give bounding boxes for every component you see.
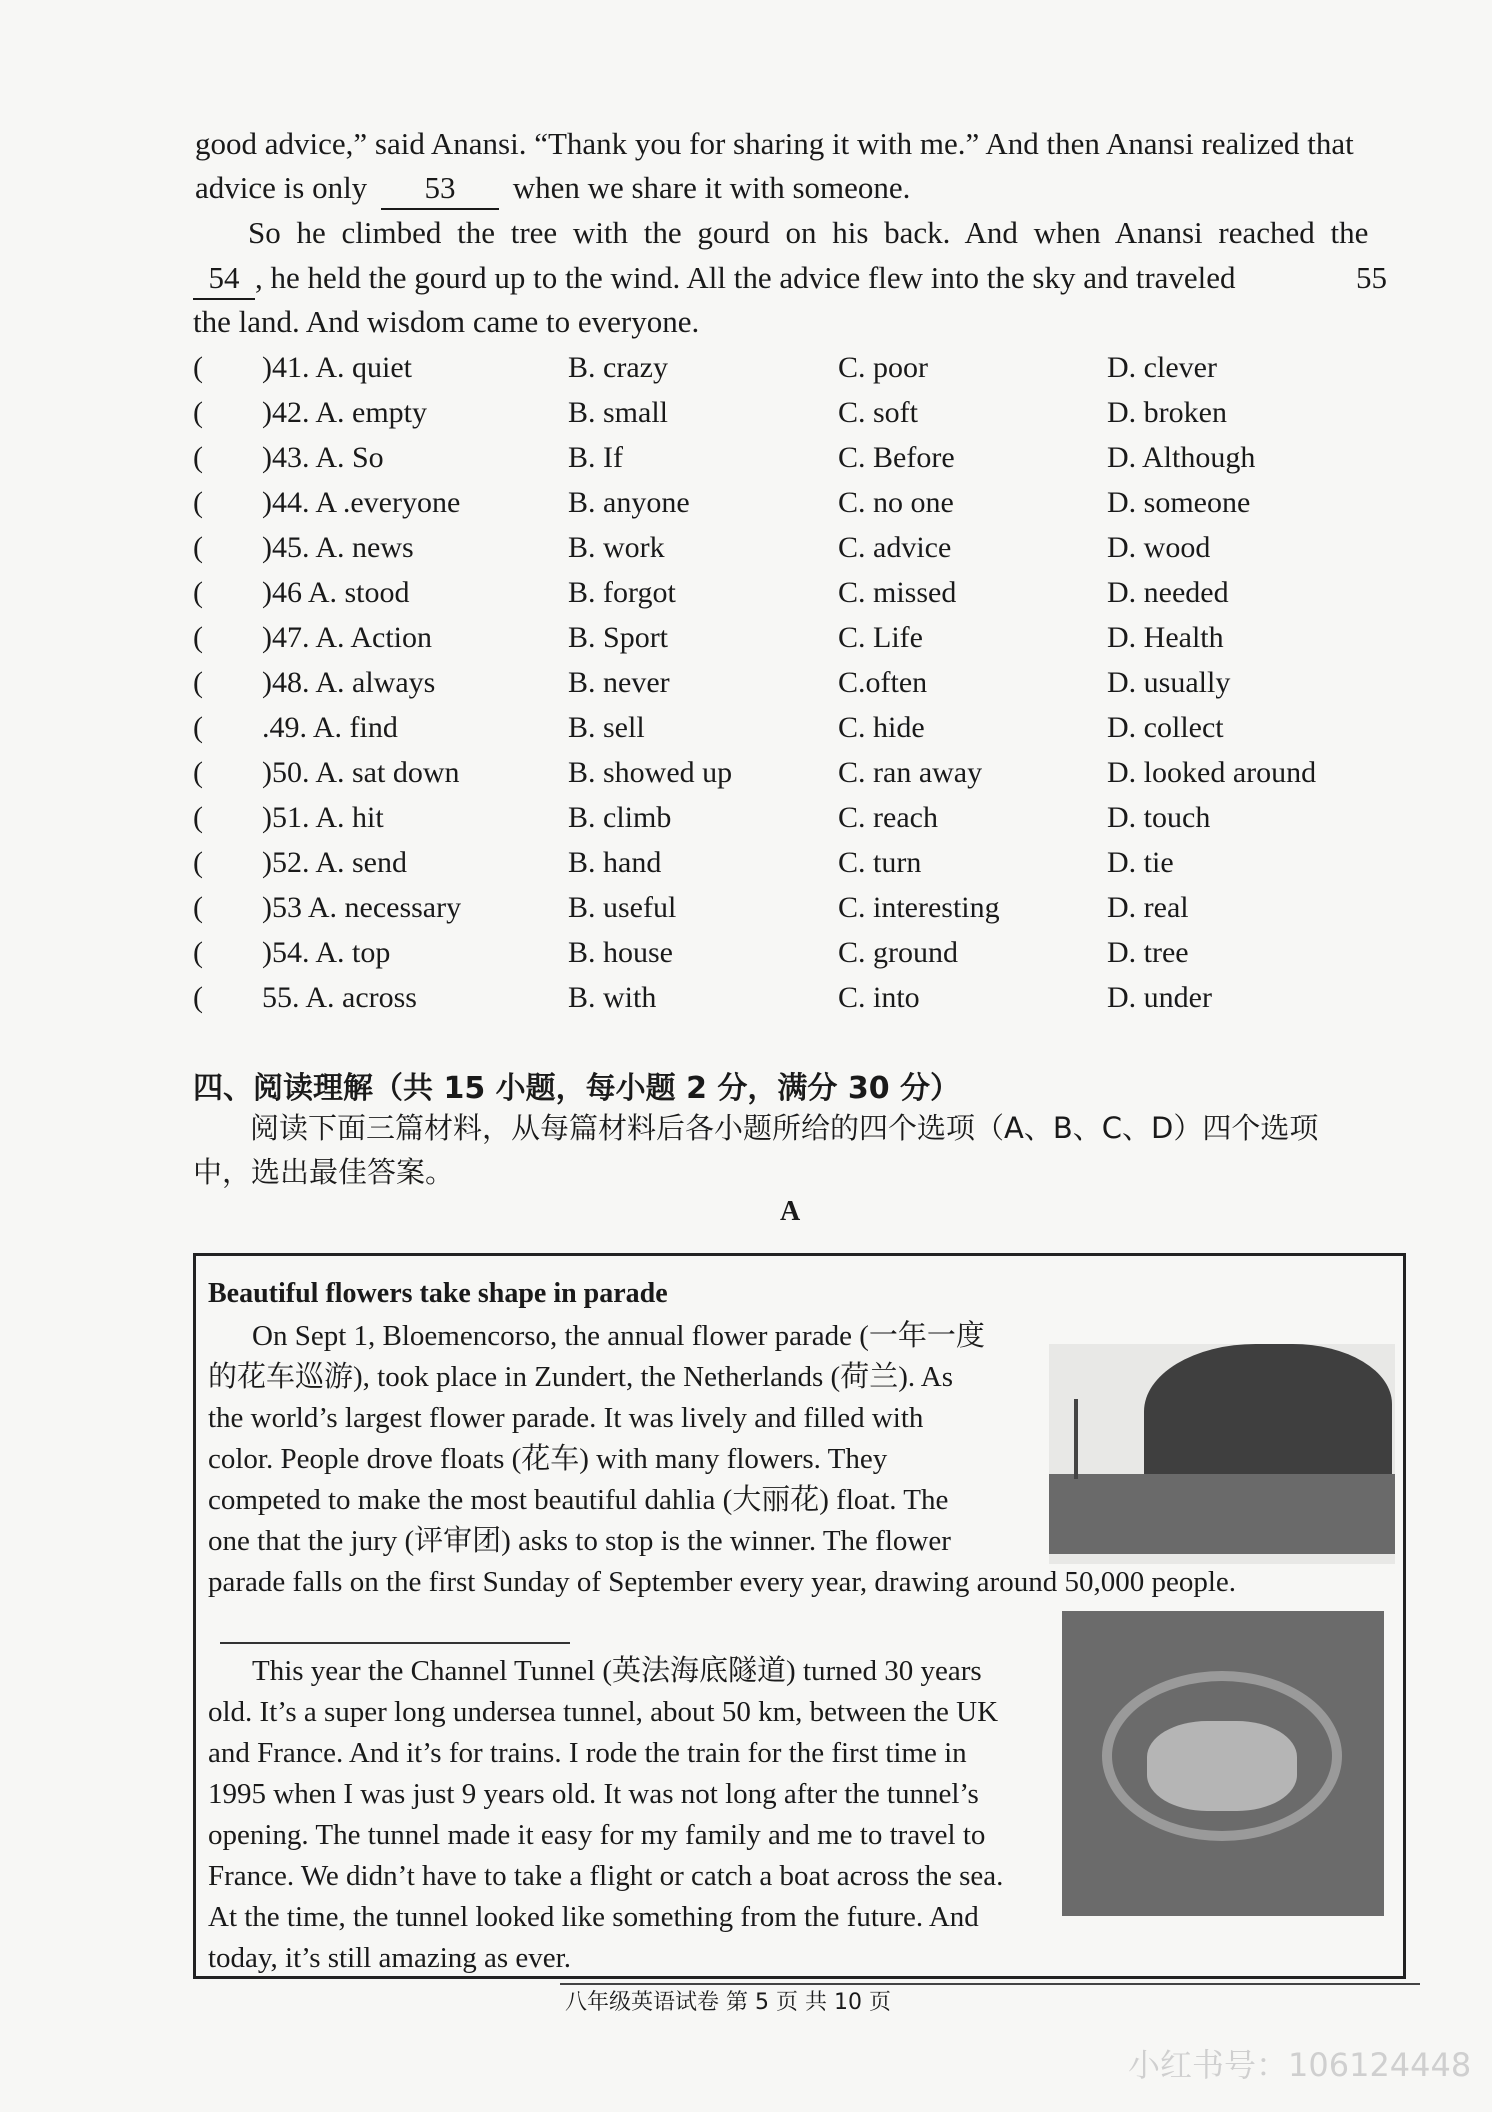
option-b: B. forgot [568,576,676,609]
article2-line: France. We didn’t have to take a flight or catch a boat across the sea. [208,1860,1004,1892]
answer-bracket: ( [193,351,203,384]
option-c: C. Life [838,621,923,654]
page-footer: 八年级英语试卷 第 5 页 共 10 页 [565,1990,891,2015]
answer-bracket: ( [193,756,203,789]
passage-line-4 [193,258,1236,300]
option-a: )46 A. stood [262,576,410,609]
answer-bracket: ( [193,621,203,654]
channel-tunnel-photo [1062,1611,1384,1916]
option-d: D. broken [1107,396,1227,429]
article1-line: competed to make the most beautiful dahlia (大丽花) float. The [208,1484,949,1516]
option-a: .49. A. find [262,711,398,744]
option-d: D. Although [1107,441,1256,474]
option-a: )44. A .everyone [262,486,461,519]
option-c: C. soft [838,396,919,429]
option-d: D. real [1107,891,1189,924]
answer-bracket: ( [193,396,203,429]
article1-line: 的花车巡游), took place in Zundert, the Netherlands (荷兰). As [208,1361,953,1393]
section-title: 四、阅读理解（共 15 小题，每小题 2 分，满分 30 分） [193,1071,961,1106]
article2-line: At the time, the tunnel looked like something from the future. And [208,1901,979,1933]
blank-55: 55 [1356,260,1387,295]
blank-53: 53 [381,168,499,210]
option-d: D. tree [1107,936,1189,969]
option-a: )42. A. empty [262,396,427,429]
divider [220,1642,570,1644]
passage-text: advice is only [195,170,368,205]
part-label: A [780,1196,801,1227]
answer-bracket: ( [193,801,203,834]
article2-line: opening. The tunnel made it easy for my family and me to travel to [208,1819,986,1851]
option-a: )51. A. hit [262,801,384,834]
option-c: C. hide [838,711,925,744]
reading-box [193,1253,1406,1979]
option-d: D. clever [1107,351,1217,384]
option-a: )54. A. top [262,936,391,969]
option-d: D. collect [1107,711,1224,744]
option-a: )41. A. quiet [262,351,412,384]
option-a: )53 A. necessary [262,891,462,924]
option-a: )47. A. Action [262,621,432,654]
option-a: )48. A. always [262,666,436,699]
option-a: 55. A. across [262,981,417,1014]
option-d: D. wood [1107,531,1211,564]
option-c: C. ground [838,936,958,969]
option-c: C. poor [838,351,928,384]
option-d: D. someone [1107,486,1251,519]
option-d: D. looked around [1107,756,1317,789]
option-b: B. If [568,441,623,474]
option-c: C. reach [838,801,938,834]
option-a: )50. A. sat down [262,756,460,789]
article2-line: This year the Channel Tunnel (英法海底隧道) turned 30 years [252,1655,982,1687]
answer-bracket: ( [193,711,203,744]
flower-parade-photo [1049,1344,1395,1564]
article1-line: parade falls on the first Sunday of September every year, drawing around 50,000 people. [208,1566,1237,1598]
answer-bracket: ( [193,846,203,879]
option-c: C. into [838,981,920,1014]
article1-line: On Sept 1, Bloemencorso, the annual flower parade (一年一度 [252,1320,985,1352]
option-b: B. useful [568,891,677,924]
article1-line: color. People drove floats (花车) with many flowers. They [208,1443,888,1475]
article2-line: and France. And it’s for trains. I rode the train for the first time in [208,1737,967,1769]
answer-bracket: ( [193,666,203,699]
option-b: B. climb [568,801,672,834]
option-b: B. with [568,981,657,1014]
article1-line: the world’s largest flower parade. It was lively and filled with [208,1402,924,1434]
article2-line: 1995 when I was just 9 years old. It was not long after the tunnel’s [208,1778,979,1810]
option-b: B. anyone [568,486,690,519]
option-c: C. turn [838,846,922,879]
answer-bracket: ( [193,936,203,969]
article1-line: one that the jury (评审团) asks to stop is the winner. The flower [208,1525,951,1557]
passage-text: when we share it with someone. [512,170,911,205]
option-b: B. crazy [568,351,668,384]
watermark: 小红书号：106124448 [1128,2046,1472,2084]
answer-bracket: ( [193,441,203,474]
option-d: D. touch [1107,801,1211,834]
option-a: )52. A. send [262,846,407,879]
option-b: B. work [568,531,665,564]
option-c: C. missed [838,576,957,609]
option-c: C. Before [838,441,955,474]
option-d: D. Health [1107,621,1224,654]
option-b: B. Sport [568,621,669,654]
option-b: B. small [568,396,669,429]
option-b: B. house [568,936,673,969]
passage-line-1: good advice,” said Anansi. “Thank you for sharing it with me.” And then Anansi realized that [195,126,1354,161]
answer-bracket: ( [193,531,203,564]
answer-bracket: ( [193,981,203,1014]
option-a: )43. A. So [262,441,384,474]
option-b: B. sell [568,711,645,744]
passage-text: , he held the gourd up to the wind. All the advice flew into the sky and traveled [255,260,1236,295]
option-c: C. no one [838,486,954,519]
option-d: D. needed [1107,576,1229,609]
section-instructions-cont: 中，选出最佳答案。 [193,1155,455,1189]
passage-line-2 [195,168,910,210]
option-b: B. hand [568,846,662,879]
option-b: B. never [568,666,670,699]
option-a: )45. A. news [262,531,414,564]
option-c: C. interesting [838,891,1000,924]
answer-bracket: ( [193,891,203,924]
option-d: D. tie [1107,846,1174,879]
passage-line-5: the land. And wisdom came to everyone. [193,304,700,339]
article2-line: today, it’s still amazing as ever. [208,1942,571,1974]
blank-54: 54 [193,258,255,300]
section-instructions: 阅读下面三篇材料，从每篇材料后各小题所给的四个选项（A、B、C、D）四个选项 [250,1111,1319,1145]
option-c: C. advice [838,531,952,564]
passage-line-3: So he climbed the tree with the gourd on his back. And when Anansi reached the [248,215,1369,250]
answer-bracket: ( [193,486,203,519]
option-d: D. under [1107,981,1212,1014]
article2-line: old. It’s a super long undersea tunnel, about 50 km, between the UK [208,1696,999,1728]
answer-bracket: ( [193,576,203,609]
option-c: C.often [838,666,928,699]
article-heading: Beautiful flowers take shape in parade [208,1278,668,1309]
option-b: B. showed up [568,756,733,789]
option-d: D. usually [1107,666,1231,699]
option-c: C. ran away [838,756,983,789]
